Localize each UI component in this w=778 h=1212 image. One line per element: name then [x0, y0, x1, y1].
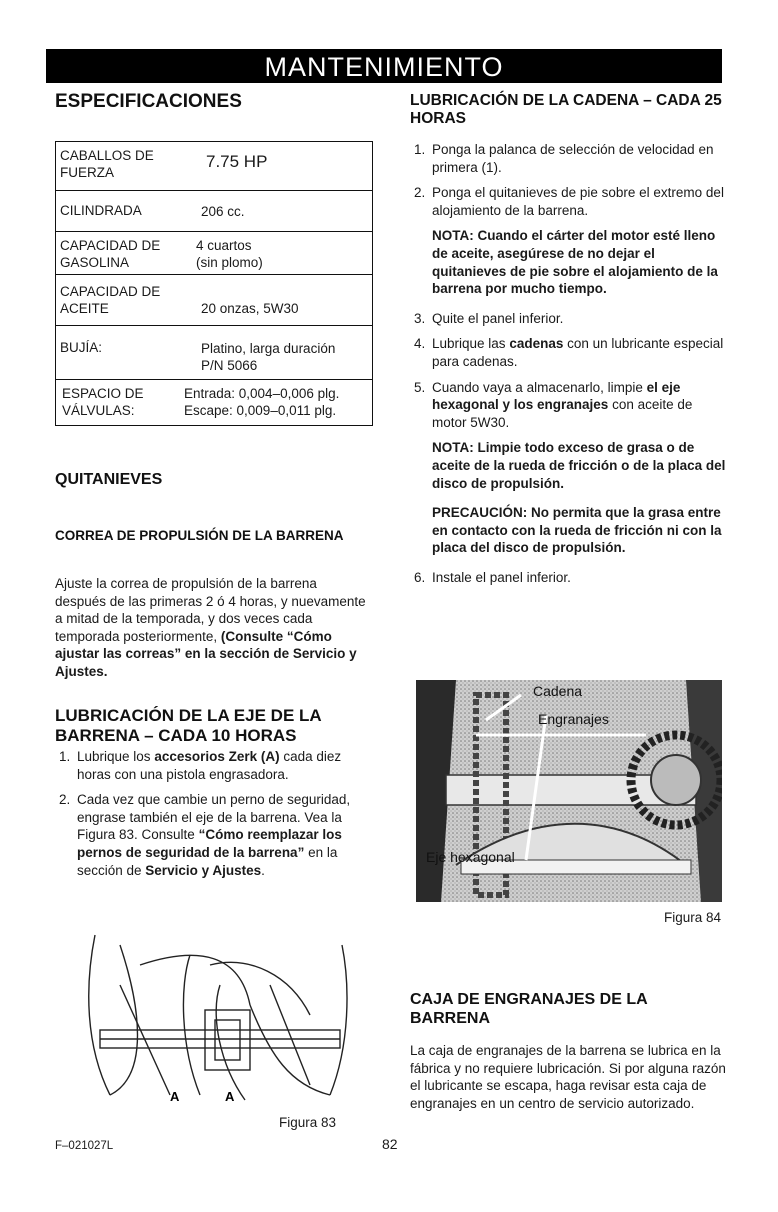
- page-number: 82: [382, 1136, 398, 1152]
- spec-row: [56, 191, 372, 232]
- spec-value: Platino, larga duración P/N 5066: [201, 341, 336, 373]
- list-item: 6. Instale el panel inferior.: [414, 569, 571, 585]
- specs-heading: ESPECIFICACIONES: [55, 91, 242, 112]
- spec-value: 20 onzas, 5W30: [201, 301, 299, 316]
- fig84-label-cadena: Cadena: [533, 683, 583, 699]
- correa-heading: CORREA DE PROPULSIÓN DE LA BARRENA: [55, 528, 344, 543]
- spec-value: 206 cc.: [201, 204, 245, 219]
- spec-value: 4 cuartos (sin plomo): [196, 238, 263, 270]
- correa-paragraph: Ajuste la correa de propulsión de la barrena después de las primeras 2 ó 4 horas, y nuevamente a mitad de la temporada, y dos veces cada temporada posteriormente, (Consulte “Cómo ajustar las correas” en la sección de Servicio y Ajustes.: [55, 576, 366, 679]
- spec-key: ESPACIO DE VÁLVULAS:: [62, 386, 144, 418]
- list-item: 1. Ponga la palanca de selección de velocidad en primera (1).: [414, 142, 714, 175]
- specs-table: [55, 141, 373, 426]
- document-code: F–021027L: [55, 1140, 114, 1152]
- spec-row: [56, 142, 372, 191]
- nota-1: NOTA: Cuando el cárter del motor esté lleno de aceite, asegúrese de no dejar el quitanieves de pie sobre el alojamiento de la barrena por mucho tiempo.: [432, 228, 718, 297]
- nota-2: NOTA: Limpie todo exceso de grasa o de aceite de la rueda de fricción o de la placa del disco de propulsión.: [432, 440, 726, 491]
- spec-row: [56, 326, 372, 380]
- fig84-label-engranajes: Engranajes: [538, 711, 609, 727]
- cadena-steps: [410, 141, 730, 594]
- auger-illustration: [80, 925, 360, 1125]
- fig84-caption: Figura 84: [664, 910, 722, 925]
- spec-key: CAPACIDAD DE GASOLINA: [60, 238, 161, 270]
- quitanieves-heading: QUITANIEVES: [55, 471, 163, 488]
- spec-row: [56, 232, 372, 275]
- fig83-label-a: A: [170, 1089, 180, 1104]
- caja-paragraph: La caja de engranajes de la barrena se lubrica en la fábrica y no requiere lubricación. Si por alguna razón el lubricante se escapa, haga revisar esta caja de engranajes en un centro de servicio autorizado.: [410, 1043, 726, 1111]
- list-item: 1. Lubrique los accesorios Zerk (A) cada diez horas con una pistola engrasadora.: [59, 749, 342, 782]
- spec-row: [56, 275, 372, 326]
- chain-photo: [416, 680, 722, 902]
- eje-heading: LUBRICACIÓN DE LA EJE DE LA BARRENA – CADA 10 HORAS: [55, 706, 322, 745]
- spec-key: CAPACIDAD DE ACEITE: [60, 284, 161, 316]
- list-item: 2. Ponga el quitanieves de pie sobre el extremo del alojamiento de la barrena.: [414, 185, 724, 218]
- spec-key: CABALLOS DE FUERZA: [60, 148, 154, 180]
- section-banner: MANTENIMIENTO: [46, 49, 722, 83]
- list-item: 3. Quite el panel inferior.: [414, 310, 564, 326]
- fig83-caption: Figura 83: [279, 1115, 337, 1130]
- spec-value: 7.75 HP: [206, 152, 268, 171]
- caja-heading: CAJA DE ENGRANAJES DE LA BARRENA: [410, 991, 648, 1027]
- spec-key: CILINDRADA: [60, 203, 142, 218]
- fig83-label-a: A: [225, 1089, 235, 1104]
- fig84-label-eje: Eje hexagonal: [426, 849, 515, 865]
- precaucion-note: PRECAUCIÓN: No permita que la grasa entre en contacto con la rueda de fricción ni con la placa del disco de propulsión.: [432, 505, 722, 556]
- list-item: 4. Lubrique las cadenas con un lubricante especial para cadenas.: [414, 336, 724, 369]
- eje-steps: [55, 748, 373, 887]
- list-item: 2. Cada vez que cambie un perno de seguridad, engrase también el eje de la barrena. Vea la Figura 83. Consulte “Cómo reemplazar los pernos de seguridad de la barrena” en la sección de Servicio y Ajustes.: [59, 792, 351, 878]
- list-item: 5. Cuando vaya a almacenarlo, limpie el eje hexagonal y los engranajes con aceite de motor 5W30.: [414, 379, 693, 430]
- cadena-heading: LUBRICACIÓN DE LA CADENA – CADA 25 HORAS: [410, 92, 722, 127]
- spec-value: Entrada: 0,004–0,006 plg. Escape: 0,009–0,011 plg.: [184, 386, 340, 418]
- spec-row: [56, 380, 372, 426]
- spec-key: BUJÍA:: [60, 340, 103, 355]
